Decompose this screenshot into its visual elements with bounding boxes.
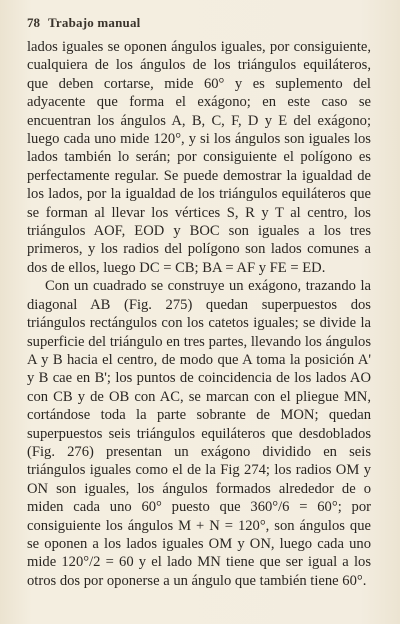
page-number: 78	[27, 15, 40, 30]
paragraph-2: Con un cuadrado se construye un exágono, trazando la diagonal AB (Fig. 275) quedan superpuestos dos triángulos rectángulos con los catetos iguales; se divide la superficie del triángulo en tres partes, llevando los ángulos A y B hacia el centro, de modo que A toma la posición A' y B cae en B'; los puntos de coincidencia de los lados AO con CB y de OB con AC, se marcan con el pliegue MN, cortándose toda la parte sobrante de MON; quedan superpuestos seis triángulos equiláteros que desdoblados (Fig. 276) presentan un exágono dividido en seis triángulos iguales como el de la Fig 274; los radios OM y ON son iguales, los ángulos formados alrededor de o miden cada uno 60° puesto que 360°/6 = 60°; por consiguiente los ángulos M + N = 120°, son ángulos que se oponen a los lados iguales OM y ON, luego cada uno mide 120°/2 = 60 y el lado MN tiene que ser igual a los otros dos por oponerse a un ángulo que también tiene 60°.	[27, 278, 371, 589]
book-title: Trabajo manual	[48, 15, 141, 30]
paragraph-1: lados iguales se oponen ángulos iguales, por consiguiente, cualquiera de los ángulos de los triángulos equiláteros, que deben cortarse, mide 60° y es suplemento del adyacente que forma el exágono; en este caso se encuentran los ángulos A, B, C, F, D y E del exágono; luego cada uno mide 120°, y si los ángulos son iguales los lados también lo serán; por consiguiente el polígono es perfectamente regular. Se puede demostrar la igualdad de los lados, por la igualdad de los triángulos equiláteros que se forman al llevar los vértices S, R y T al centro, los triángulos AOF, EOD y BOC son iguales a los tres primeros, y los radios del polígono son lados comunes a dos de ellos, luego DC = CB; BA = AF y FE = ED.	[27, 39, 371, 276]
body-text	[27, 38, 371, 590]
running-head	[27, 12, 371, 34]
